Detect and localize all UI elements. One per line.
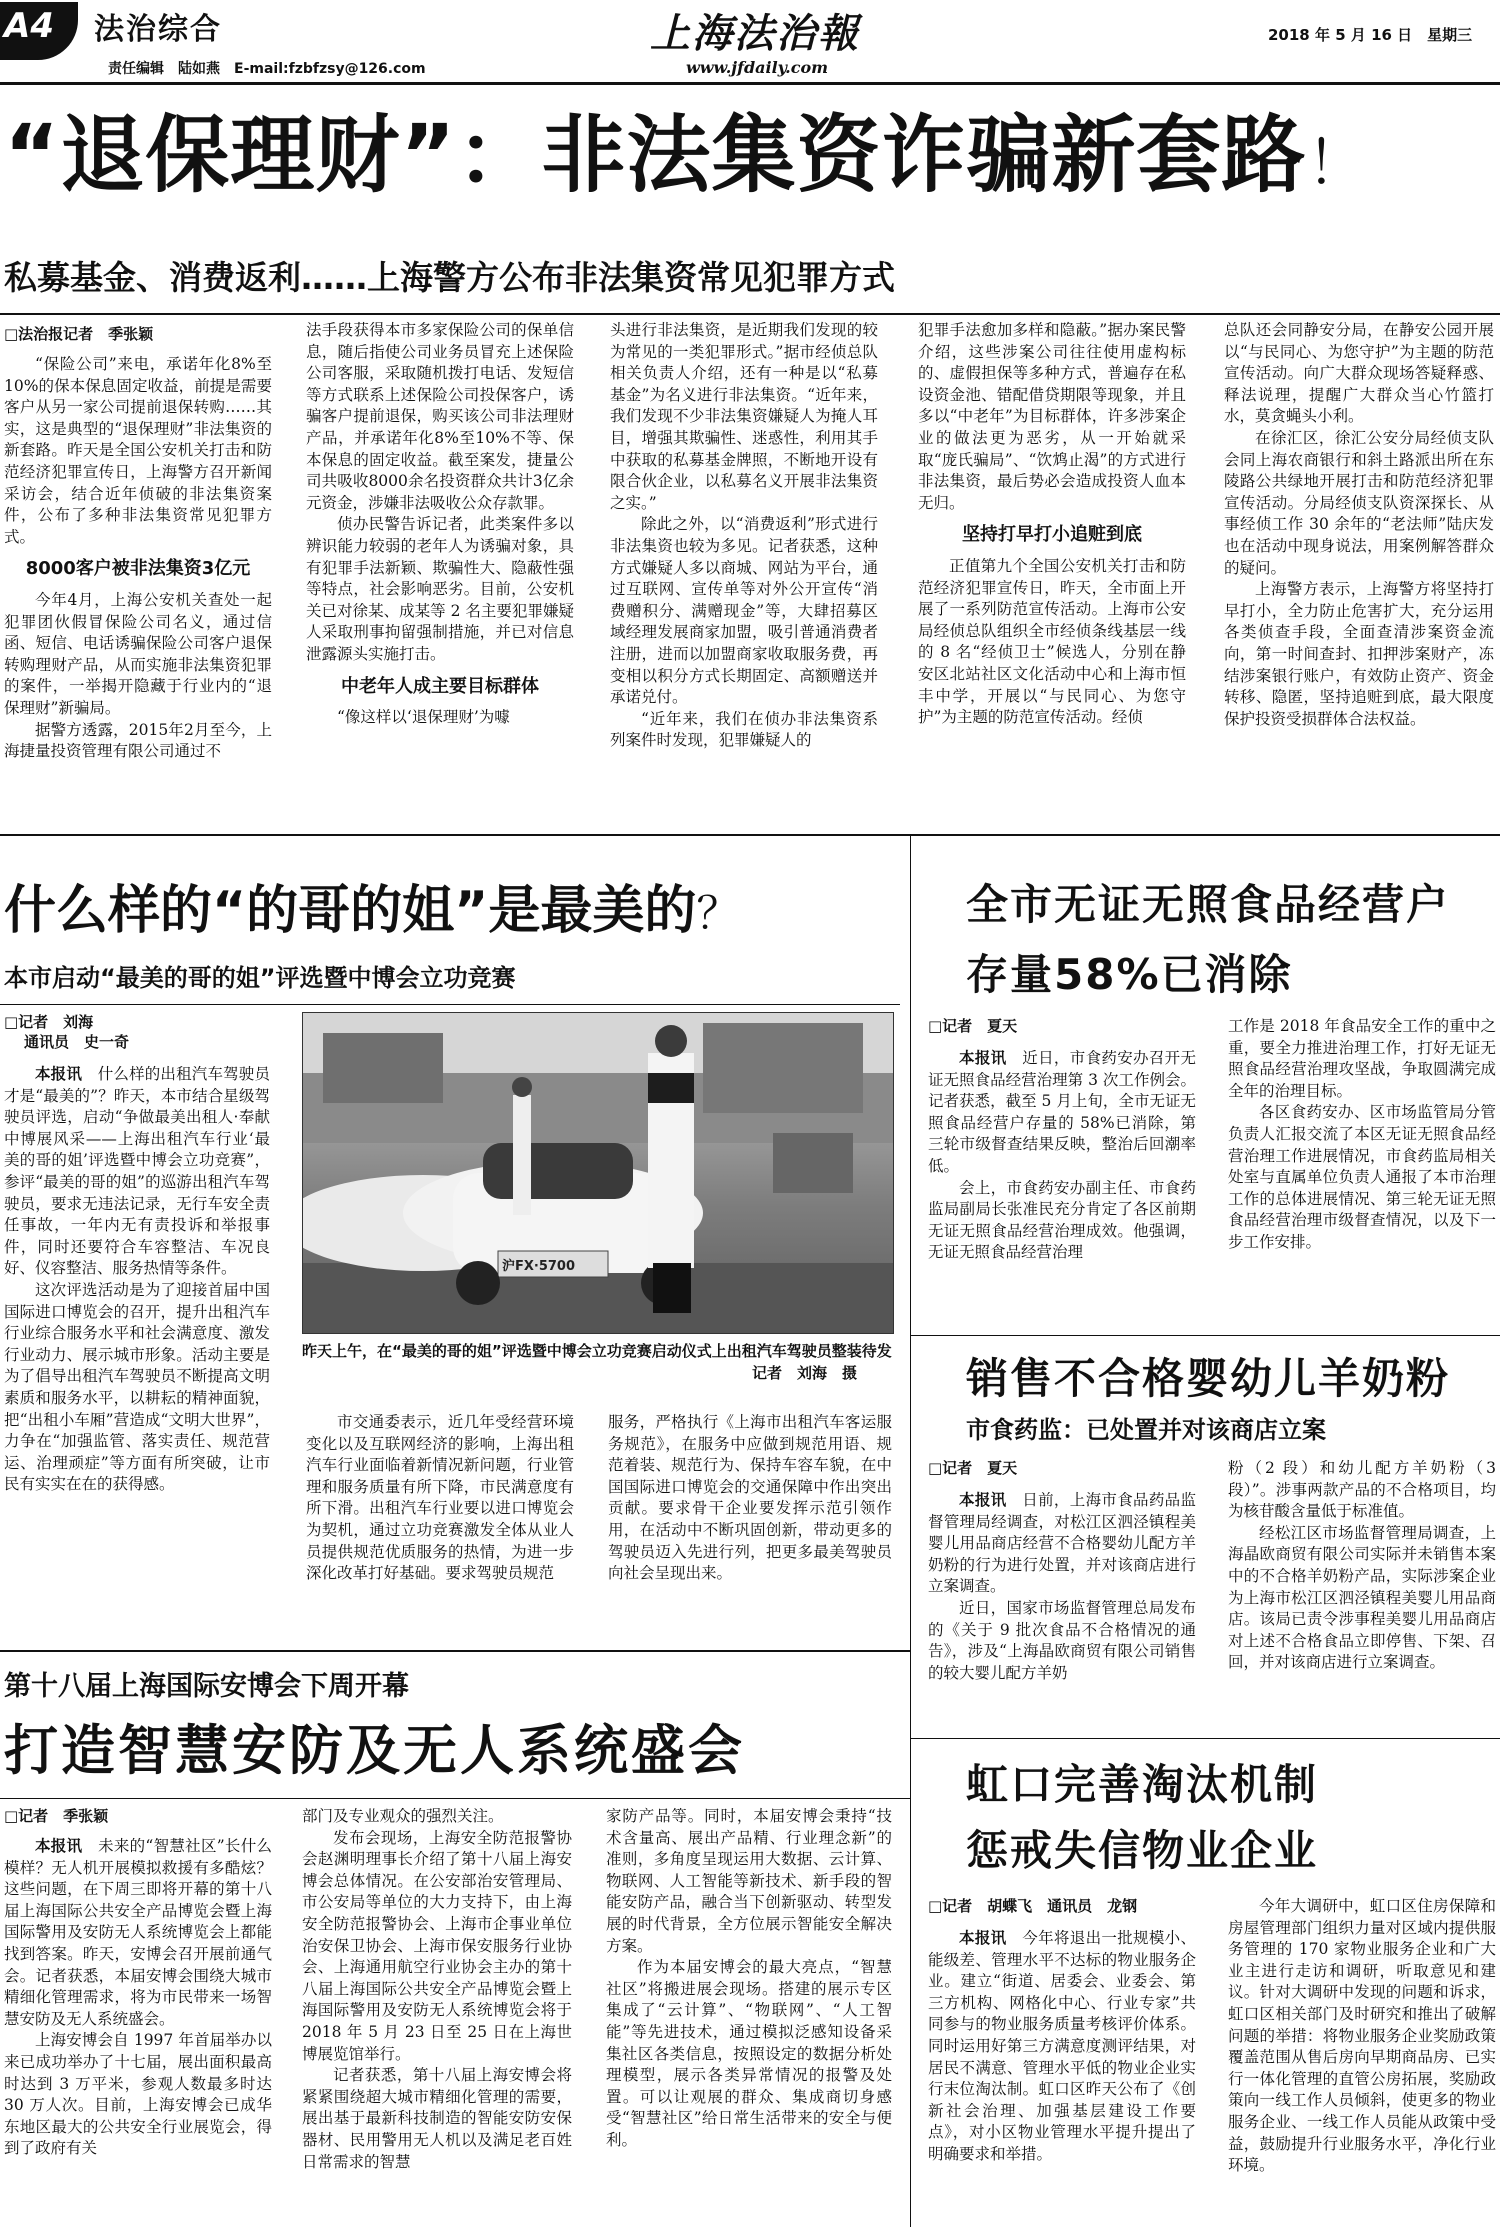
paragraph: 犯罪手法愈加多样和隐蔽。”据办案民警介绍，这些涉案公司往往使用虚构标的、虚假担保等多种方式，普遍存在私设资金池、错配借贷期限等现象，并且多以“中老年”为目标群体，许多涉案企业的做法更为恶劣，从一开始就采取“庞氏骗局”、“饮鸩止渴”的方式进行非法集资，最后势必会造成投资人血本无归。 (918, 321, 1186, 512)
paragraph: 发布会现场，上海安全防范报警协会赵渊明理事长介绍了第十八届上海安博会总体情况。在公安部治安管理局、市公安局等单位的大力支持下，由上海安全防范报警协会、上海市企事业单位治安保卫协会、上海市保安服务行业协会、上海通用航空行业协会主办的第十八届上海国际公共安全产品博览会暨上海国际警用及安防无人系统博览会将于 2018 年 5 月 23 日至 25 日在上海世博展览馆举行。 (302, 1828, 572, 2063)
paragraph: 近日，国家市场监督管理总局发布的《关于 9 批次食品不合格情况的通告》，涉及“上海晶欧商贸有限公司销售的较大婴儿配方羊奶 (928, 1598, 1196, 1682)
taxi-photo-illustration (303, 1013, 893, 1333)
subhead: 8000客户被非法集资3亿元 (25, 558, 251, 580)
column-2 (1228, 1016, 1496, 1330)
subheadline: 市食药监：已处置并对该商店立案 (966, 1416, 1326, 1444)
paragraph: 经松江区市场监督管理局调查，上海晶欧商贸有限公司实际并未销售本案中的不合格羊奶粉产品，实际涉案企业为上海市松江区泗泾镇程美婴儿用品商店。该局已责令涉事程美婴儿用品商店对上述不合格食品立即停售、下架、召回，并对该商店进行立案调查。 (1228, 1523, 1496, 1672)
paragraph-text: 日前，上海市食品药品监督管理局经调查，对松江区泗泾镇程美婴儿用品商店经营不合格婴幼儿配方羊奶粉的行为进行处置，并对该商店进行立案调查。 (928, 1491, 1196, 1596)
lead-tag: 本报讯 (959, 1491, 1007, 1509)
column-2 (1228, 1458, 1496, 1728)
section-title: 法治综合 (94, 12, 222, 47)
column-1 (928, 1896, 1196, 2224)
byline: □记者 夏天 (928, 1459, 1018, 1477)
website: www.jfdaily.com (686, 58, 829, 77)
paragraph: 各区食药安办、区市场监管局分管负责人汇报交流了本区无证无照食品经营治理工作进展情况，市食药监局相关处室与直属单位负责人通报了本市治理工作的总体进展情况、第三轮无证无照食品经营治理市级督查情况，以及下一步工作安排。 (1228, 1103, 1496, 1251)
column-1 (4, 1012, 270, 1642)
column-4 (918, 320, 1186, 826)
paragraph: 会上，市食药安办副主任、市食药监局副局长张准民充分肯定了各区前期无证无照食品经营治理成效。他强调，无证无照食品经营治理 (928, 1178, 1196, 1262)
byline-reporter: □记者 刘海 (4, 1013, 94, 1031)
lead-tag: 本报讯 (959, 1929, 1007, 1947)
column-1 (4, 1806, 272, 2224)
headline-line-1: 全市无证无照食品经营户 (966, 880, 1451, 929)
paragraph: 市交通委表示，近几年受经营环境变化以及互联网经济的影响，上海出租汽车行业面临着新情况新问题，行业管理和服务质量有所下降，市民满意度有所下滑。出租汽车行业要以进口博览会为契机，通过立功竞赛激发全体从业人员提供规范优质服务的热情，为进一步深化改革打好基础。要求驾驶员规范 (306, 1413, 574, 1583)
paragraph (928, 1048, 1196, 1178)
paragraph: 头进行非法集资，是近期我们发现的较为常见的一类犯罪形式。”据市经侦总队相关负责人介绍，还有一种是以“私募基金”为名义进行非法集资。“近年来，我们发现不少非法集资嫌疑人为掩人耳目，增强其欺骗性、迷惑性，利用其手中获取的私募基金牌照，不断地开设有限合伙企业，以私募名义开展非法集资之实。” (610, 321, 878, 512)
paragraph (928, 1490, 1196, 1598)
subheadline: 私募基金、消费返利……上海警方公布非法集资常见犯罪方式 (4, 258, 895, 297)
subhead: 中老年人成主要目标群体 (341, 675, 539, 697)
paragraph: 工作是 2018 年食品安全工作的重中之重，要全力推进治理工作，打好无证无照食品经营治理攻坚战，争取圆满完成全年的治理目标。 (1228, 1017, 1496, 1100)
column-2 (306, 320, 574, 826)
paragraph: 服务，严格执行《上海市出租汽车客运服务规范》，在服务中应做到规范用语、规范着装、规范行为、保持车容车貌，在中国国际进口博览会的交通保障中作出突出贡献。要求骨干企业要发挥示范引领作用，在活动中不断巩固创新，带动更多的驾驶员迈入先进行列，把更多最美驾驶员向社会呈现出来。 (608, 1413, 892, 1583)
paragraph: 上海安博会自 1997 年首届举办以来已成功举办了十七届，展出面积最高时达到 3 万平米，参观人数最多时达 30 万人次。目前，上海安博会已成华东地区最大的公共安全行业展览会，得到了政府有关 (4, 2031, 272, 2158)
subheadline: 本市启动“最美的哥的姐”评选暨中博会立功竞赛 (4, 964, 516, 992)
paragraph: 作为本届安博会的最大亮点，“智慧社区”将搬进展会现场。搭建的展示专区集成了“云计算”、“物联网”、“人工智能”等先进技术，通过模拟泛感知设备采集社区各类信息，按照设定的数据分析处理模型，展示各类异常情况的报警及处置。可以让观展的群众、集成商切身感受“智慧社区”给日常生活带来的安全与便利。 (606, 1958, 892, 2149)
headline-rule (0, 313, 1500, 315)
paragraph: 上海警方表示，上海警方将坚持打早打小，全力防止危害扩大，充分运用各类侦查手段，全面查清涉案资金流向，第一时间查封、扣押涉案财产，冻结涉案银行账户，有效防止资产、资金转移、隐匿，坚持追赃到底，最大限度保护投资受损群体合法权益。 (1224, 580, 1494, 728)
paragraph (928, 1928, 1196, 2166)
column-3 (610, 320, 878, 826)
section-rule (0, 834, 1500, 836)
paragraph: 法手段获得本市多家保险公司的保单信息，随后指使公司业务员冒充上述保险公司客服，采取随机拨打电话、发短信等方式联系上述保险公司投保客户，诱骗客户提前退保，购买该公司非法理财产品，并承诺年化8%至10%不等、保本保息的固定收益。截至案发，捷量公司共吸收8000余名投资群众共计3亿余元资金，涉嫌非法吸收公众存款罪。 (306, 321, 574, 512)
photo-caption: 昨天上午，在“最美的哥的姐”评选暨中博会立功竞赛启动仪式上出租汽车驾驶员整装待发 (302, 1342, 892, 1360)
paragraph: 除此之外，以“消费返利”形式进行非法集资也较为多见。记者获悉，这种方式嫌疑人多以商城、网站为平台，通过互联网、宣传单等对外公开宣传“消费赠积分、满赠现金”等，大肆招募区域经理发展商家加盟，吸引普通消费者注册，进而以加盟商家收取服务费，再变相以积分方式长期固定、高额赠送并承诺兑付。 (610, 515, 878, 707)
paragraph: 今年4月，上海公安机关查处一起犯罪团伙假冒保险公司名义，通过信函、短信、电话诱骗保险公司客户退保转购理财产品，从而实施非法集资犯罪的案件，一举揭开隐藏于行业内的“退保理财”新骗局。 (4, 590, 272, 717)
headline: 打造智慧安防及无人系统盛会 (4, 1719, 745, 1782)
license-plate: 沪FX·5700 (502, 1259, 576, 1274)
column-1 (4, 324, 272, 826)
headline (4, 100, 1367, 219)
paragraph: 总队还会同静安分局，在静安公园开展以“与民同心、为您守护”为主题的防范宣传活动。向广大群众现场答疑释惑、释法说理，提醒广大群众当心竹篮打水，莫贪蝇头小利。 (1224, 321, 1494, 426)
page-number: A4 (4, 6, 54, 46)
column-3 (606, 1806, 892, 2224)
paragraph: 家防产品等。同时，本届安博会秉持“技术含量高、展出产品精、行业理念新”的准则，多角度呈现运用大数据、云计算、物联网、人工智能等新技术、新手段的智能安防产品，融合当下创新驱动、转型发展的时代背景，全方位展示智能安全解决方案。 (606, 1807, 892, 1955)
paragraph: 今年大调研中，虹口区住房保障和房屋管理部门组织力量对区域内提供服务管理的 170 家物业服务企业和广大业主进行走访和调研，听取意见和建议。针对大调研中发现的问题和诉求，虹口区相关部门及时研究和推出了破解问题的举措：将物业服务企业奖励政策覆盖范围从售后房向早期商品房、已实行一体化管理的直管公房拓展，奖励政策向一线工作人员倾斜，使更多的物业服务企业、一线工作人员能从政策中受益，鼓励提升行业服务水平，净化行业环境。 (1228, 1897, 1496, 2175)
paragraph (4, 1836, 272, 2030)
issue-date: 2018 年 5 月 16 日 星期三 (1268, 26, 1473, 44)
taxi-photo (302, 1012, 894, 1334)
vertical-divider (910, 836, 911, 2227)
paragraph: 记者获悉，第十八届上海安博会将紧紧围绕超大城市精细化管理的需要，展出基于最新科技制造的智能安防安保器材、民用警用无人机以及满足老百姓日常需求的智慧 (302, 2066, 572, 2171)
lead-tag: 本报讯 (959, 1049, 1007, 1067)
paragraph-text: 什么样的出租汽车驾驶员才是“最美的”？昨天，本市结合星级驾驶员评选，启动“争做最美出租人·奉献中博展风采——上海出租汽车行业‘最美的哥的姐’评选暨中博会立功竞赛”，参评“最美的哥的姐”的巡游出租汽车驾驶员，要求无违法记录，无行车安全责任事故，一年内无有责投诉和举报事件，同时还要符合车容整洁、车况良好、仪容整洁、服务热情等条件。 (4, 1065, 270, 1278)
paragraph: “保险公司”来电，承诺年化8%至10%的保本保息固定收益，前提是需要客户从另一家公司提前退保转购……其实，这是典型的“退保理财”非法集资的新套路。昨天是全国公安机关打击和防范经济犯罪宣传日，上海警方召开新闻采访会，结合近年侦破的非法集资案件，公布了多种非法集资常见犯罪方式。 (4, 355, 272, 546)
column-5 (1224, 320, 1494, 826)
headline-mark: ！ (1306, 129, 1368, 199)
headline-text: 什么样的“的哥的姐”是最美的 (4, 881, 697, 941)
paragraph: “像这样以‘退保理财’为噱 (337, 708, 510, 727)
lead-tag: 本报讯 (35, 1065, 83, 1083)
byline: □法治报记者 季张颖 (4, 325, 154, 343)
paragraph (4, 1064, 270, 1280)
photo-credit: 记者 刘海 摄 (752, 1364, 858, 1382)
column-1 (928, 1016, 1196, 1330)
paragraph: 正值第九个全国公安机关打击和防范经济犯罪宣传日，昨天，全市面上开展了一系列防范宣传活动。上海市公安局经侦总队组织全市经侦条线基层一线的 8 名“经侦卫士”候选人，分别在静安区北站社区文化活动中心和上海市恒丰中学，开展以“与民同心、为您守护”为主题的防范宣传活动。经侦 (918, 556, 1186, 727)
paragraph-text: 今年将退出一批规模小、能级差、管理水平不达标的物业服务企业。建立“街道、居委会、业委会、第三方机构、网格化中心、行业专家”共同参与的物业服务质量考核评价体系。同时运用好第三方满意度测评结果，对居民不满意、管理水平低的物业企业实行末位淘汰制。虹口区昨天公布了《创新社会治理、加强基层建设工作要点》，对小区物业管理水平提升提出了明确要求和举措。 (928, 1929, 1196, 2163)
paragraph: “近年来，我们在侦办非法集资系列案件时发现，犯罪嫌疑人的 (610, 709, 878, 750)
subheadline-rule (0, 1004, 900, 1005)
headline (4, 868, 740, 943)
section-rule (911, 1335, 1500, 1336)
column-3 (608, 1412, 892, 1642)
headline: 销售不合格婴幼儿羊奶粉 (966, 1354, 1451, 1403)
byline-correspondent: 通讯员 史一奇 (24, 1033, 130, 1051)
paragraph: 这次评选活动是为了迎接首届中国国际进口博览会的召开，提升出租汽车行业综合服务水平和社会满意度、激发行业动力、展示城市形象。活动主要是为了倡导出租汽车驾驶员不断提高文明素质和服务水平，以耕耘的精神面貌，把“出租小车厢”营造成“文明大世界”，力争在“加强监管、落实责任、规范营运、治理顽症”等方面有所突破，让市民有实实在在的获得感。 (4, 1280, 270, 1494)
paragraph: 侦办民警告诉记者，此类案件多以辨识能力较弱的老年人为诱骗对象，具有犯罪手法新颖、欺骗性大、隐蔽性强等特点，社会影响恶劣。目前，公安机关已对徐某、成某等 2 名主要犯罪嫌疑人采取刑事拘留强制措施，并已对信息泄露源头实施打击。 (306, 515, 574, 663)
headline-line-2: 惩戒失信物业企业 (966, 1826, 1319, 1875)
headline-line-1: 虹口完善淘汰机制 (966, 1760, 1319, 1809)
byline: □记者 胡蝶飞 通讯员 龙钢 (928, 1897, 1138, 1915)
headline-quoted: “退保理财” (4, 106, 457, 204)
column-2 (1228, 1896, 1496, 2224)
headline-main: ：非法集资诈骗新套路 (456, 106, 1307, 204)
paragraph: 据警方透露，2015年2月至今，上海捷量投资管理有限公司通过不 (4, 720, 272, 761)
paragraph-text: 未来的“智慧社区”长什么模样？无人机开展模拟救援有多酷炫？这些问题，在下周三即将开幕的第十八届上海国际公共安全产品博览会暨上海国际警用及安防无人系统博览会上都能找到答案。昨天，安博会召开展前通气会。记者获悉，本届安博会围绕大城市精细化管理需求，将为市民带来一场智慧安防及无人系统盛会。 (4, 1837, 272, 2028)
headline-line-2: 存量58%已消除 (966, 950, 1293, 999)
paragraph: 在徐汇区，徐汇公安分局经侦支队会同上海农商银行和斜土路派出所在东陵路公共绿地开展打击和防范经济犯罪宣传活动。分局经侦支队资深探长、从事经侦工作 30 余年的“老法师”陆庆发也在活动中现身说法，用案例解答群众的疑问。 (1224, 428, 1494, 577)
section-rule (911, 1738, 1500, 1739)
column-2 (306, 1412, 574, 1642)
kicker: 第十八届上海国际安博会下周开幕 (4, 1671, 409, 1702)
headline-mark: ？ (696, 888, 741, 939)
byline: □记者 季张颖 (4, 1807, 109, 1825)
paper-name: 上海法治報 (650, 10, 860, 57)
editor-line: 责任编辑 陆如燕 E-mail:fzbfzsy@126.com (108, 61, 426, 77)
column-1 (928, 1458, 1196, 1728)
lead-tag: 本报讯 (35, 1837, 83, 1855)
column-2 (302, 1806, 572, 2224)
paragraph: 部门及专业观众的强烈关注。 (302, 1807, 504, 1825)
byline: □记者 夏天 (928, 1017, 1018, 1035)
section-rule (0, 1650, 910, 1652)
paragraph: 粉（2 段）和幼儿配方羊奶粉（3 段）”。涉事两款产品的不合格项目，均为核苷酸含量低于标准值。 (1228, 1459, 1496, 1521)
paragraph-text: 近日，市食药安办召开无证无照食品经营治理第 3 次工作例会。记者获悉，截至 5 月上旬，全市无证无照食品经营户存量的 58%已消除，第三轮市级督查结果反映，整治后回潮率低。 (928, 1049, 1196, 1175)
subhead: 坚持打早打小追赃到底 (962, 524, 1142, 546)
masthead-rule (0, 82, 1500, 85)
headline-rule (0, 1798, 910, 1799)
